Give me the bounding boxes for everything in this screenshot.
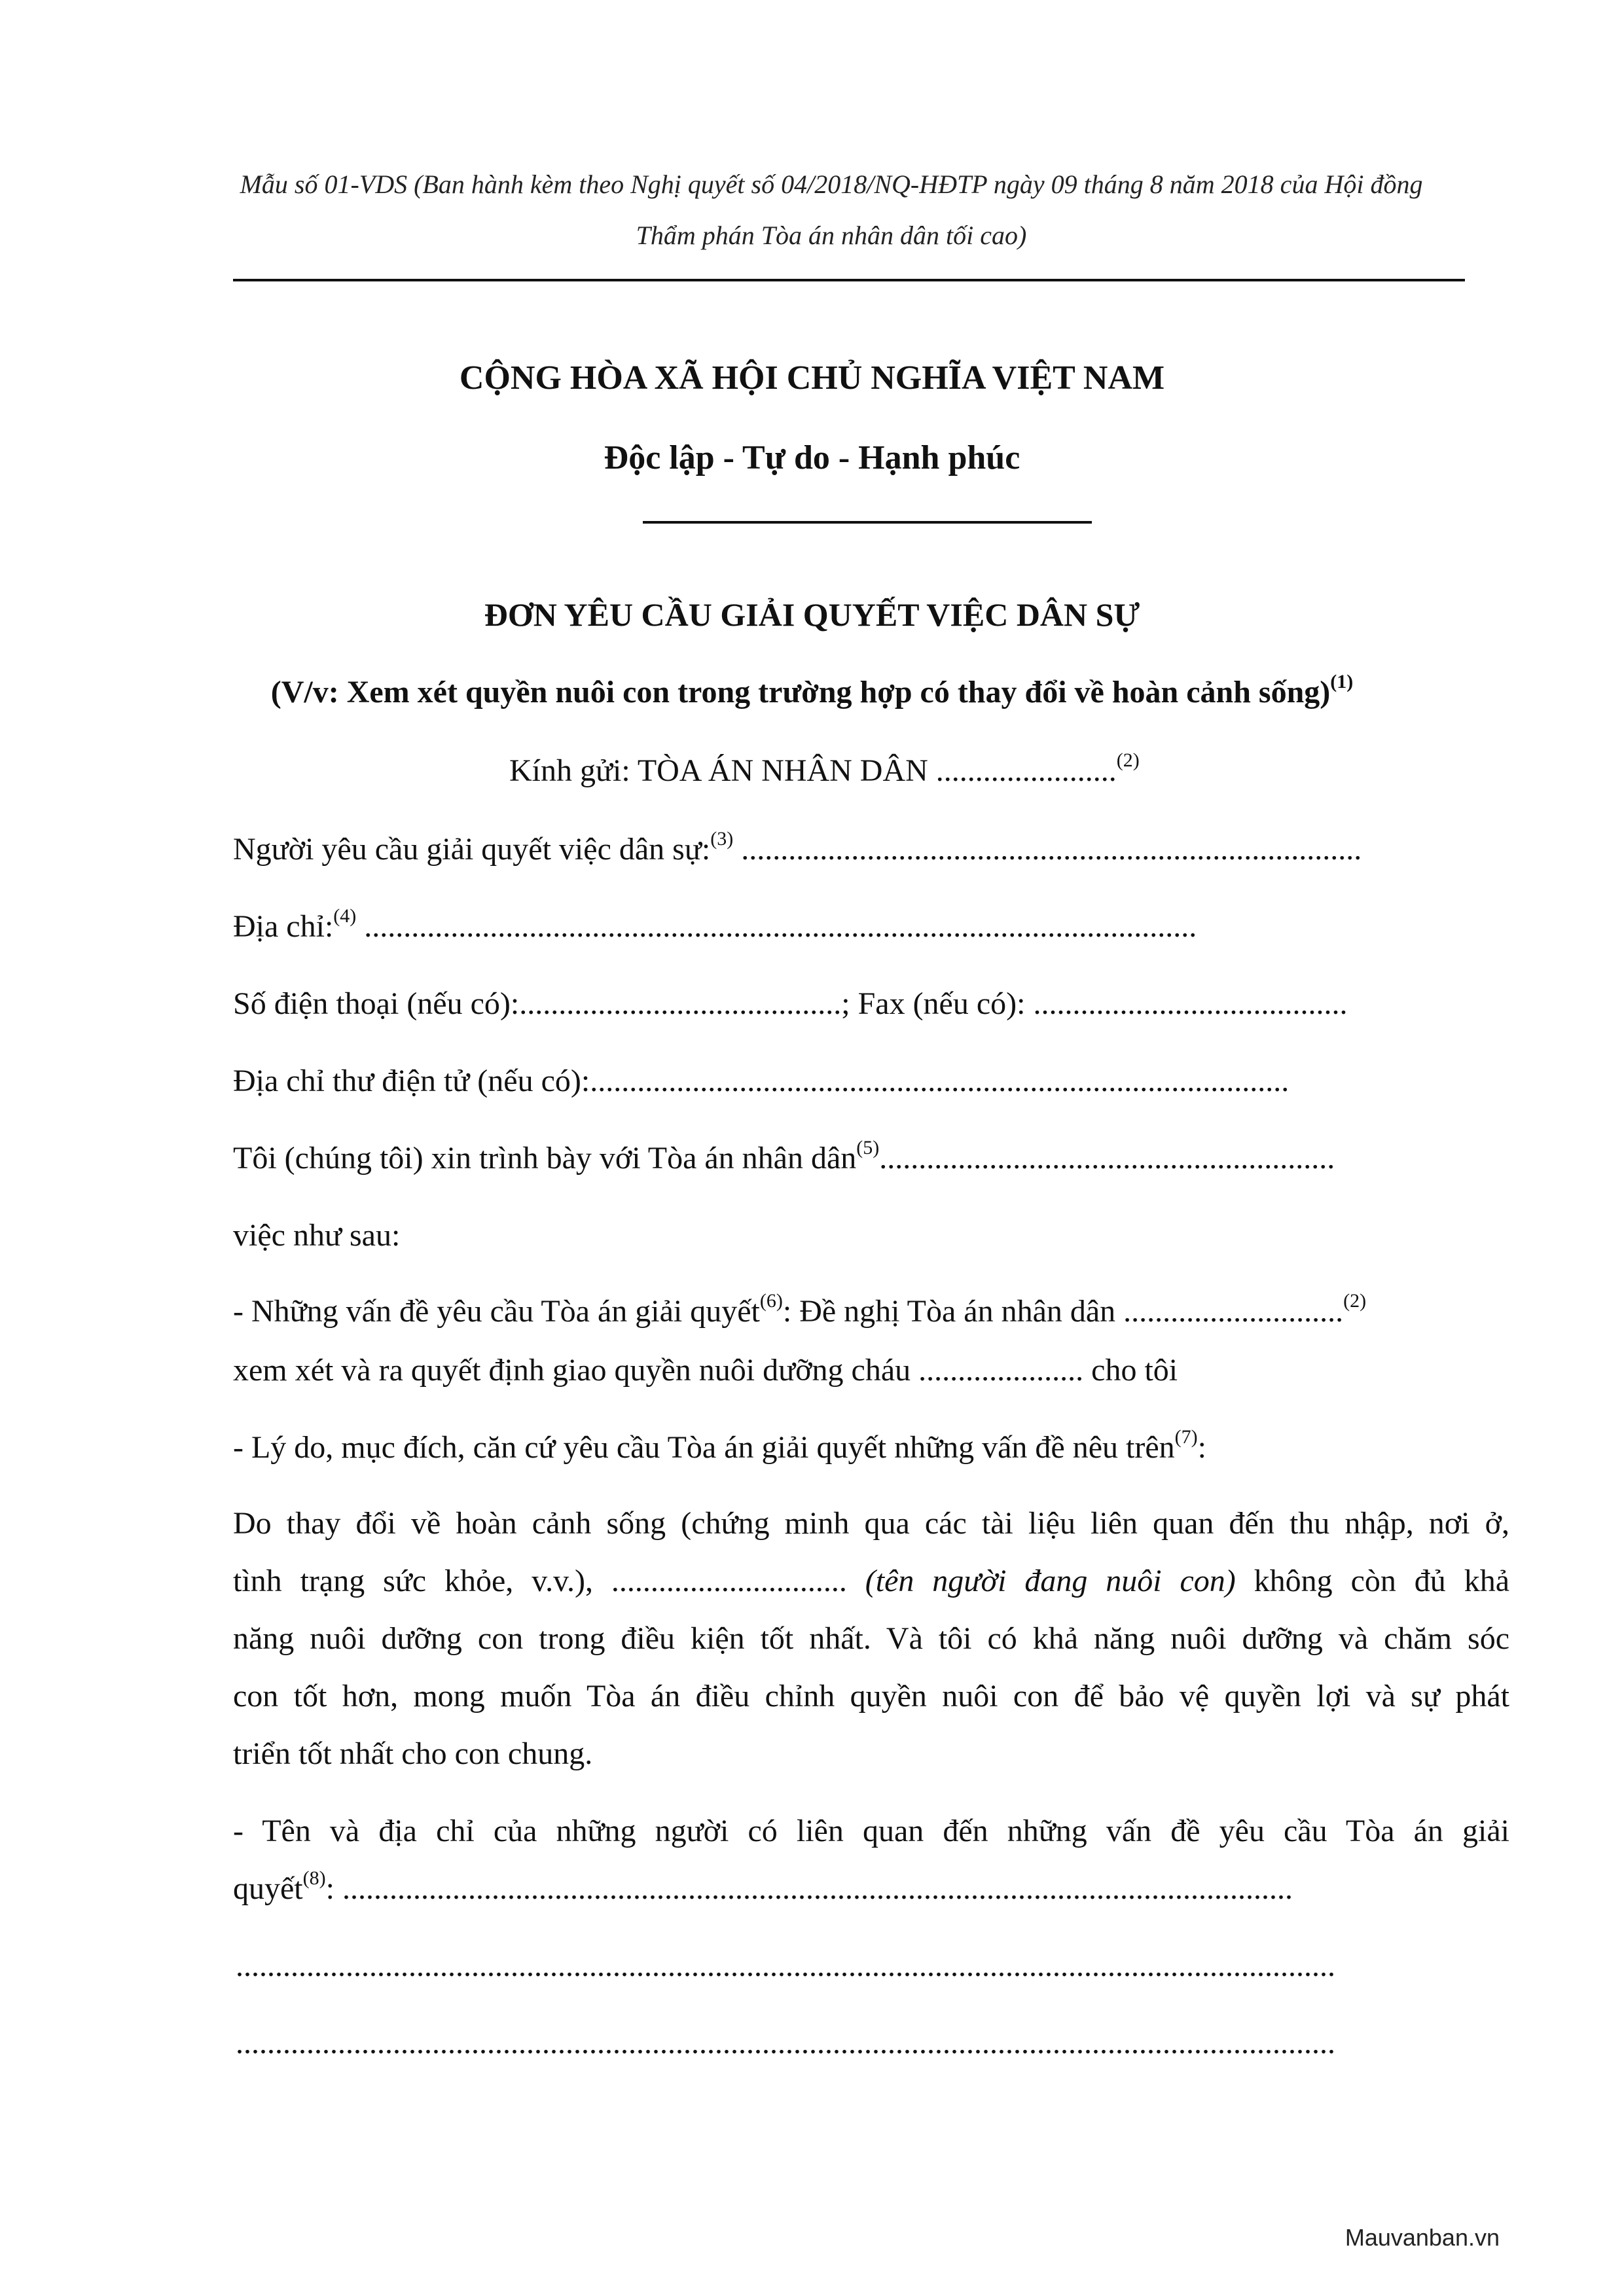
reason-line-4: con tốt hơn, mong muốn Tòa án điều chỉnh quyền nuôi con để bảo vệ quyền lợi và sự phát bbox=[233, 1679, 1509, 1713]
footnote-ref-8: (8) bbox=[302, 1867, 326, 1889]
blank-dots-line-2: ............................................................................................................................................ bbox=[236, 2026, 1335, 2060]
presentation-label: Tôi (chúng tôi) xin trình bày với Tòa án nhân dân bbox=[233, 1141, 857, 1175]
national-motto: Độc lập - Tự do - Hạnh phúc bbox=[604, 439, 1020, 476]
requester-field bbox=[233, 828, 1362, 867]
reason-line-1: Do thay đổi về hoàn cảnh sống (chứng minh qua các tài liệu liên quan đến thu nhập, nơi ở, bbox=[233, 1506, 1509, 1541]
requested-issues-label: - Những vấn đề yêu cầu Tòa án giải quyết bbox=[233, 1294, 760, 1329]
header-divider bbox=[233, 279, 1465, 281]
reason-line-2-end: không còn đủ khả bbox=[1235, 1564, 1510, 1598]
requester-dots: ............................................................................... bbox=[733, 832, 1362, 867]
reason-line-5: triển tốt nhất cho con chung. bbox=[233, 1736, 593, 1771]
watermark-site: Mauvanban.vn bbox=[1344, 2224, 1500, 2251]
related-persons-label: quyết bbox=[233, 1871, 303, 1906]
form-reference-line-1: Mẫu số 01-VDS (Ban hành kèm theo Nghị quyết số 04/2018/NQ-HĐTP ngày 09 tháng 8 năm 2018 của Hội đồng bbox=[240, 170, 1423, 199]
presentation-line bbox=[233, 1137, 1335, 1176]
requester-label: Người yêu cầu giải quyết việc dân sự: bbox=[233, 832, 711, 867]
address-dots: .......................................................................................................... bbox=[356, 909, 1197, 944]
requested-issues-text: : Đề nghị Tòa án nhân dân ............................ bbox=[782, 1294, 1344, 1329]
footnote-ref-7: (7) bbox=[1174, 1426, 1198, 1448]
email-field: Địa chỉ thư điện tử (nếu có):......................................................................................... bbox=[233, 1064, 1290, 1098]
address-field bbox=[233, 905, 1197, 944]
requested-issues-line-2: xem xét và ra quyết định giao quyền nuôi dưỡng cháu ..................... cho tôi bbox=[233, 1353, 1178, 1388]
reason-line-2-start: tình trạng sức khỏe, v.v.), .............................. bbox=[233, 1564, 865, 1598]
recipient-text: Kính gửi: TÒA ÁN NHÂN DÂN ....................... bbox=[509, 753, 1117, 788]
reason-line-3: năng nuôi dưỡng con trong điều kiện tốt nhất. Và tôi có khả năng nuôi dưỡng và chăm sóc bbox=[233, 1621, 1509, 1656]
country-name: CỘNG HÒA XÃ HỘI CHỦ NGHĨA VIỆT NAM bbox=[459, 359, 1165, 397]
reason-line-2 bbox=[233, 1563, 1509, 1599]
footnote-ref-3: (3) bbox=[710, 828, 734, 850]
presentation-dots: .......................................................... bbox=[879, 1141, 1335, 1175]
footnote-ref-1: (1) bbox=[1330, 671, 1354, 692]
presentation-continuation: việc như sau: bbox=[233, 1218, 401, 1253]
motto-underline bbox=[643, 521, 1092, 524]
form-title: ĐƠN YÊU CẦU GIẢI QUYẾT VIỆC DÂN SỰ bbox=[484, 596, 1140, 633]
footnote-ref-5: (5) bbox=[856, 1137, 880, 1158]
footnote-ref-2-repeat: (2) bbox=[1343, 1290, 1367, 1312]
footnote-ref-2: (2) bbox=[1116, 749, 1140, 771]
related-persons-line-2 bbox=[233, 1867, 1293, 1907]
form-subject bbox=[0, 671, 1624, 710]
reasons-label: - Lý do, mục đích, căn cứ yêu cầu Tòa án giải quyết những vấn đề nêu trên bbox=[233, 1430, 1175, 1465]
custodian-name-hint: (tên người đang nuôi con) bbox=[865, 1564, 1236, 1598]
blank-dots-line-1: ............................................................................................................................................ bbox=[236, 1948, 1335, 1983]
form-subject-text: (V/v: Xem xét quyền nuôi con trong trường hợp có thay đổi về hoàn cảnh sống) bbox=[270, 675, 1331, 709]
reasons-item bbox=[233, 1426, 1206, 1465]
footnote-ref-4: (4) bbox=[333, 905, 357, 927]
form-reference-line-2: Thẩm phán Tòa án nhân dân tối cao) bbox=[636, 221, 1027, 250]
address-label: Địa chỉ: bbox=[233, 909, 334, 944]
related-persons-item: - Tên và địa chỉ của những người có liên quan đến những vấn đề yêu cầu Tòa án giải bbox=[233, 1814, 1509, 1848]
recipient-line bbox=[509, 749, 1140, 789]
reasons-colon: : bbox=[1197, 1430, 1206, 1465]
related-persons-dots: : ......................................................................................................................... bbox=[325, 1871, 1293, 1906]
phone-fax-field: Số điện thoại (nếu có):.........................................; Fax (nếu có): ........................................ bbox=[233, 986, 1348, 1021]
requested-issues-item bbox=[233, 1290, 1367, 1329]
footnote-ref-6: (6) bbox=[759, 1290, 783, 1312]
